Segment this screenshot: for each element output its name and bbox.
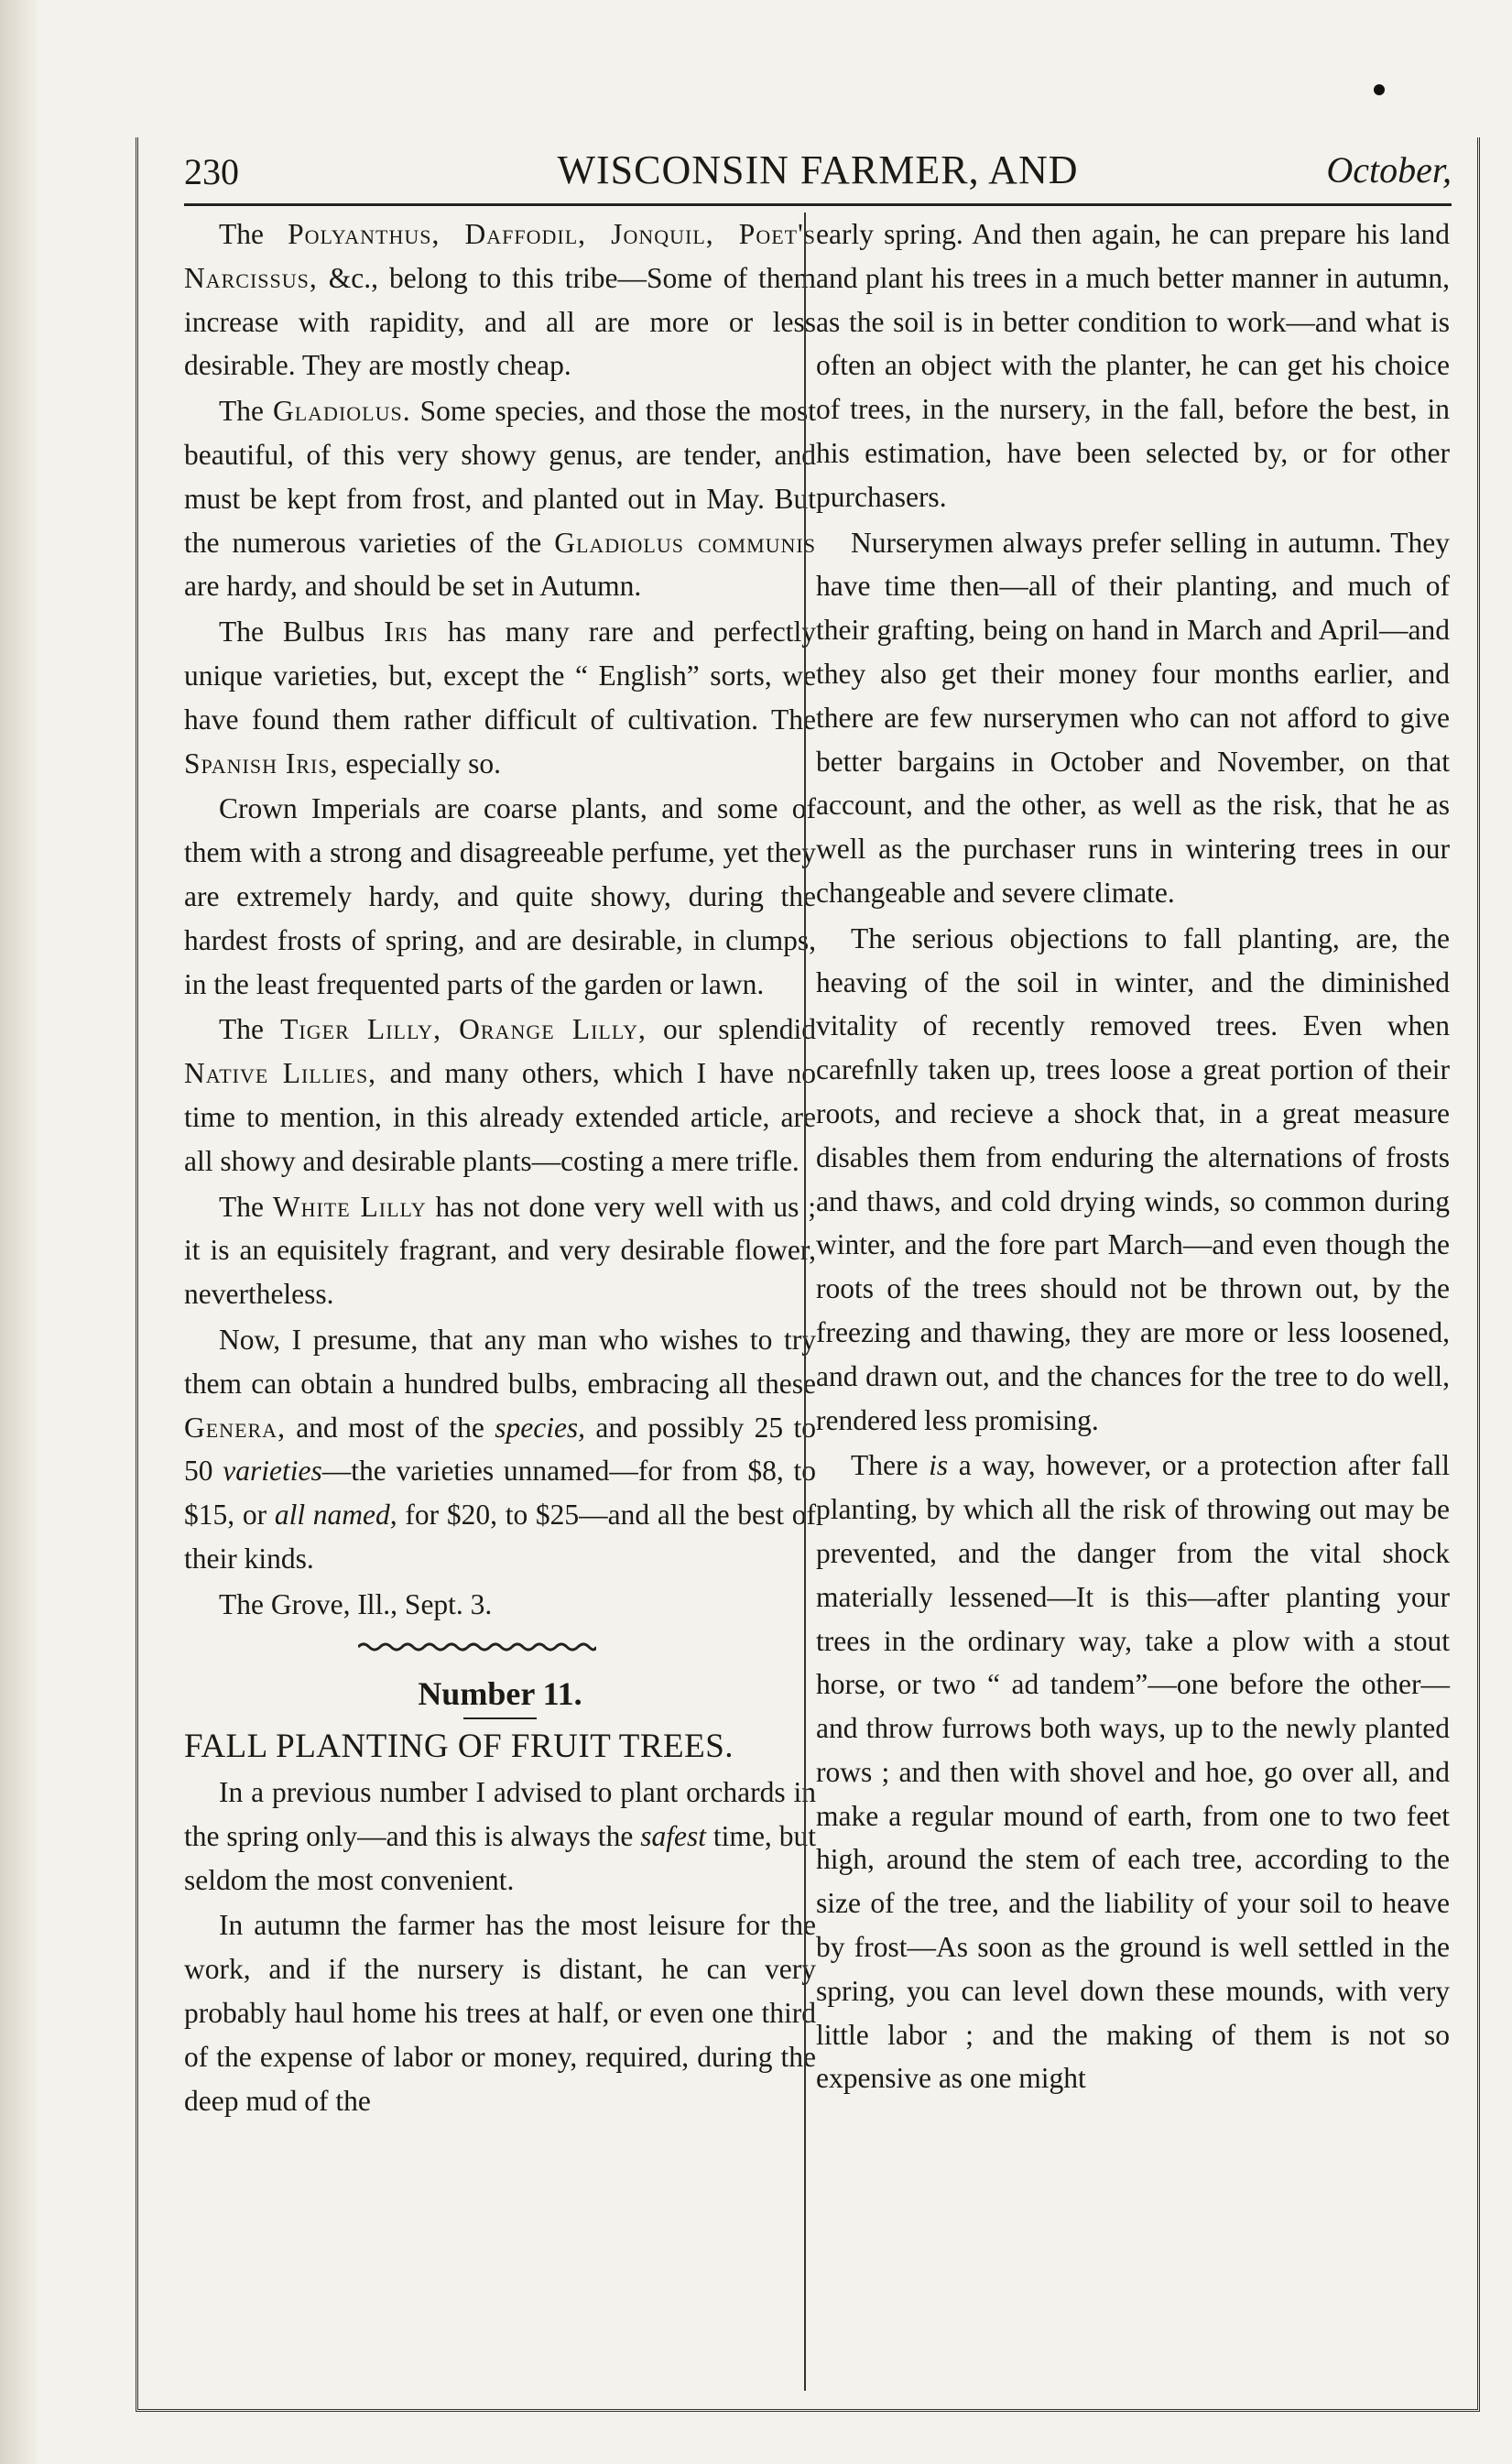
article-number-heading: Number 11.: [418, 1675, 582, 1713]
paragraph-gladiolus: The Gladiolus. Some species, and those the most beautiful, of this very showy genus, are tender, and must be kept from frost, and planted out in May. But the numerous varieties of the Gladiolus communis are hardy, and should be set in Autumn.: [184, 395, 816, 603]
column-divider: [804, 213, 806, 2391]
right-column: [816, 213, 1450, 2102]
page-frame: [136, 137, 1480, 2412]
paragraph-lillies: The Tiger Lilly, Orange Lilly, our splendid Native Lillies, and many others, which I have no time to mention, in this already extended article, are all showy and desirable plants—costing a mere trifle.: [184, 1013, 816, 1177]
paragraph-polyanthus: The Polyanthus, Daffodil, Jonquil, Poet's Narcissus, &c., belong to this tribe—Some of them increase with rapidity, and all are more or less desirable. They are mostly cheap.: [184, 218, 816, 382]
wavy-divider: [358, 1641, 596, 1652]
paragraph-nurserymen: Nurserymen always prefer selling in autumn. They have time then—all of their planting, and much of their grafting, being on hand in March and April—and they also get their money four months earlier, and there are few nurserymen who can not afford to give better bargains in October and November, on that account, and the other, as well as the risk, that he as well as the purchaser runs in wintering trees in our changeable and severe climate.: [816, 526, 1450, 909]
short-rule: [463, 1717, 537, 1719]
paragraph-crown-imperials: Crown Imperials are coarse plants, and some of them with a strong and disagreeable perfume, yet they are extremely hardy, and quite showy, during the hardest frosts of spring, and are desirable, in clumps, in the least frequented parts of the garden or lawn.: [184, 792, 816, 1000]
paragraph-bulbs-offer: Now, I presume, that any man who wishes to try them can obtain a hundred bulbs, embracing all these Genera, and most of the species, and possibly 25 to 50 varieties—the varieties unnamed—for from $8, to $15, or all named, for $20, to $25—and all the best of their kinds.: [184, 1323, 817, 1575]
article-title: FALL PLANTING OF FRUIT TREES.: [184, 1728, 734, 1766]
signoff-line: The Grove, Ill., Sept. 3.: [219, 1587, 493, 1620]
ink-dot: [1374, 84, 1385, 95]
page-header: [184, 145, 1452, 206]
page-number: 230: [184, 151, 239, 192]
paragraph-autumn-leisure: In autumn the farmer has the most leisure for the work, and if the nursery is distant, he can very probably haul home his trees at half, or even one third of the expense of labor or money, required, during the deep mud of the: [184, 1909, 816, 2117]
paragraph-iris: The Bulbus Iris has many rare and perfectly unique varieties, but, except the “ English” sorts, we have found them rather difficult of cultivation. The Spanish Iris, especially so.: [184, 616, 816, 780]
running-title: WISCONSIN FARMER, AND: [557, 147, 1079, 192]
paragraph-white-lilly: The White Lilly has not done very well with us ; it is an equisitely fragrant, and very desirable flower, nevertheless.: [184, 1190, 816, 1311]
page-spine-shadow: [0, 0, 37, 2464]
paragraph-protection: There is a way, however, or a protection after fall planting, by which all the risk of throwing out may be prevented, and the danger from the vital shock materially lessened—It is this—after planting your trees in the ordinary way, take a plow with a stout horse, or two “ ad tandem”—one before the other—and throw furrows both ways, up to the newly planted rows ; and then with shovel and hoe, go over all, and make a regular mound of earth, from one to two feet high, around the stem of each tree, according to the size of the tree, and the liability of your soil to heave by frost—As soon as the ground is well settled in the spring, you can level down these mounds, with very little labor ; and the making of them is not so expensive as one might: [816, 1449, 1451, 2095]
running-month: October,: [1326, 149, 1452, 191]
paragraph-objections: The serious objections to fall planting, are, the heaving of the soil in winter, and the diminished vitality of recently removed trees. Even when carefnlly taken up, trees loose a great portion of their roots, and recieve a shock that, in a great measure disables them from enduring the alternations of frosts and thaws, and cold drying winds, so common during winter, and the fore part March—and even though the roots of the trees should not be thrown out, by the freezing and thawing, they are more or less loosened, and drawn out, and the chances for the tree to do well, rendered less promising.: [816, 921, 1450, 1436]
paragraph-early-spring: early spring. And then again, he can prepare his land and plant his trees in a much better manner in autumn, as the soil is in better condition to work—and what is often an object with the planter, he can get his choice of trees, in the nursery, in the fall, before the best, in his estimation, have been selected by, or for other purchasers.: [816, 218, 1450, 513]
paragraph-previous-number: In a previous number I advised to plant orchards in the spring only—and this is always the safest time, but seldom the most convenient.: [184, 1776, 816, 1896]
left-column: [184, 213, 816, 2124]
